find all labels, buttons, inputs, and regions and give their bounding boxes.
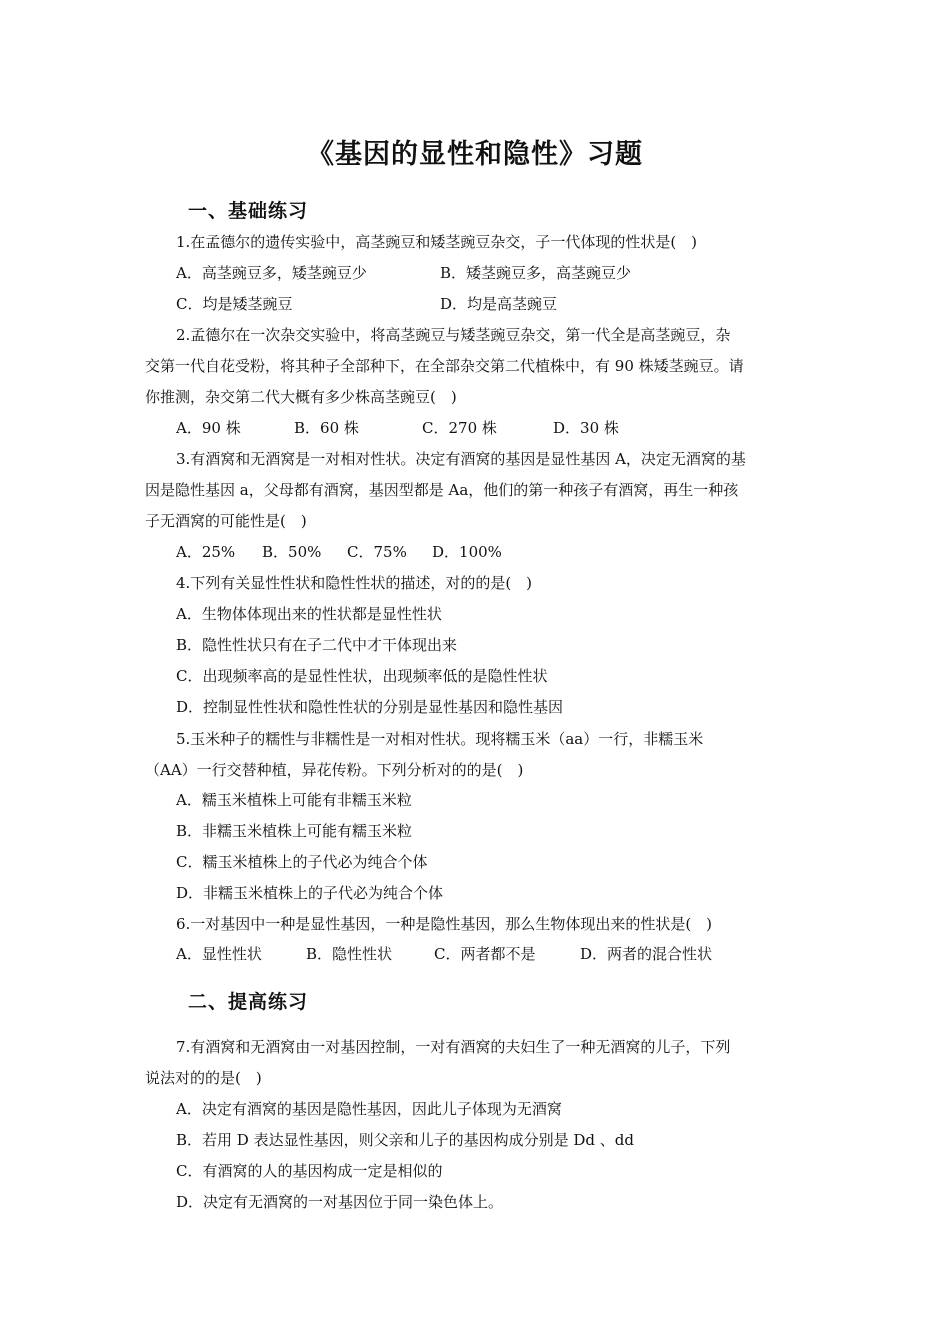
question-7-stem-line: 说法对的的是( ) [145,1069,262,1087]
question-1-option-c: C．均是矮茎豌豆 [176,295,293,313]
page-title: 《基因的显性和隐性》习题 [307,139,643,170]
question-7-stem-line: 7.有酒窝和无酒窝由一对基因控制，一对有酒窝的夫妇生了一种无酒窝的儿子，下列 [176,1038,731,1056]
question-7-option-a: A．决定有酒窝的基因是隐性基因，因此儿子体现为无酒窝 [176,1100,562,1118]
question-1-option-b: B．矮茎豌豆多，高茎豌豆少 [440,264,632,282]
question-4-option-b: B．隐性性状只有在子二代中才干体现出来 [176,636,458,654]
question-3-option-d: D．100% [432,543,502,561]
question-6-stem: 6.一对基因中一种是显性基因，一种是隐性基因，那么生物体现出来的性状是( ) [176,915,713,933]
question-7-option-b: B．若用 D 表达显性基因，则父亲和儿子的基因构成分别是 Dd 、dd [176,1131,634,1149]
question-4-option-a: A．生物体体现出来的性状都是显性性状 [176,605,442,623]
question-2-option-b: B．60 株 [294,419,359,437]
question-2-stem-line: 你推测，杂交第二代大概有多少株高茎豌豆( ) [145,388,457,406]
section-heading-advanced: 二、提高练习 [188,991,309,1013]
question-5-option-d: D．非糯玉米植株上的子代必为纯合个体 [176,884,444,902]
question-3-option-b: B．50% [262,543,322,561]
question-3-option-c: C．75% [347,543,407,561]
question-2-stem-line: 交第一代自花受粉，将其种子全部种下，在全部杂交第二代植株中，有 90 株矮茎豌豆。请 [145,357,744,375]
question-5-option-c: C．糯玉米植株上的子代必为纯合个体 [176,853,428,871]
question-7-option-c: C．有酒窝的人的基因构成一定是相似的 [176,1162,443,1180]
question-2-stem-line: 2.孟德尔在一次杂交实验中，将高茎豌豆与矮茎豌豆杂交，第一代全是高茎豌豆，杂 [176,326,731,344]
question-2-option-c: C．270 株 [422,419,497,437]
question-3-stem-line: 因是隐性基因 a，父母都有酒窝，基因型都是 Aa，他们的第一种孩子有酒窝，再生一种孩 [145,481,739,499]
question-2-option-a: A．90 株 [176,419,241,437]
question-4-option-c: C．出现频率高的是显性性状，出现频率低的是隐性性状 [176,667,548,685]
question-4-stem: 4.下列有关显性性状和隐性性状的描述，对的的是( ) [176,574,533,592]
question-6-option-a: A．显性性状 [176,945,262,963]
question-6-option-b: B．隐性性状 [306,945,393,963]
question-6-option-c: C．两者都不是 [434,945,536,963]
question-5-stem-line: （AA）一行交替种植，异花传粉。下列分析对的的是( ) [145,761,524,779]
question-5-stem-line: 5.玉米种子的糯性与非糯性是一对相对性状。现将糯玉米（aa）一行，非糯玉米 [176,730,704,748]
question-3-option-a: A．25% [176,543,236,561]
question-2-option-d: D．30 株 [553,419,619,437]
section-heading-basic: 一、基础练习 [188,200,309,222]
question-4-option-d: D．控制显性性状和隐性性状的分别是显性基因和隐性基因 [176,698,564,716]
question-3-stem-line: 子无酒窝的可能性是( ) [145,512,307,530]
question-1-option-d: D．均是高茎豌豆 [440,295,558,313]
question-7-option-d: D．决定有无酒窝的一对基因位于同一染色体上。 [176,1193,504,1211]
question-5-option-a: A．糯玉米植株上可能有非糯玉米粒 [176,791,412,809]
question-6-option-d: D．两者的混合性状 [580,945,713,963]
question-3-stem-line: 3.有酒窝和无酒窝是一对相对性状。决定有酒窝的基因是显性基因 A，决定无酒窝的基 [176,450,746,468]
question-5-option-b: B．非糯玉米植株上可能有糯玉米粒 [176,822,413,840]
question-1-stem: 1.在孟德尔的遗传实验中，高茎豌豆和矮茎豌豆杂交，子一代体现的性状是( ) [176,233,698,251]
question-1-option-a: A．高茎豌豆多，矮茎豌豆少 [176,264,367,282]
